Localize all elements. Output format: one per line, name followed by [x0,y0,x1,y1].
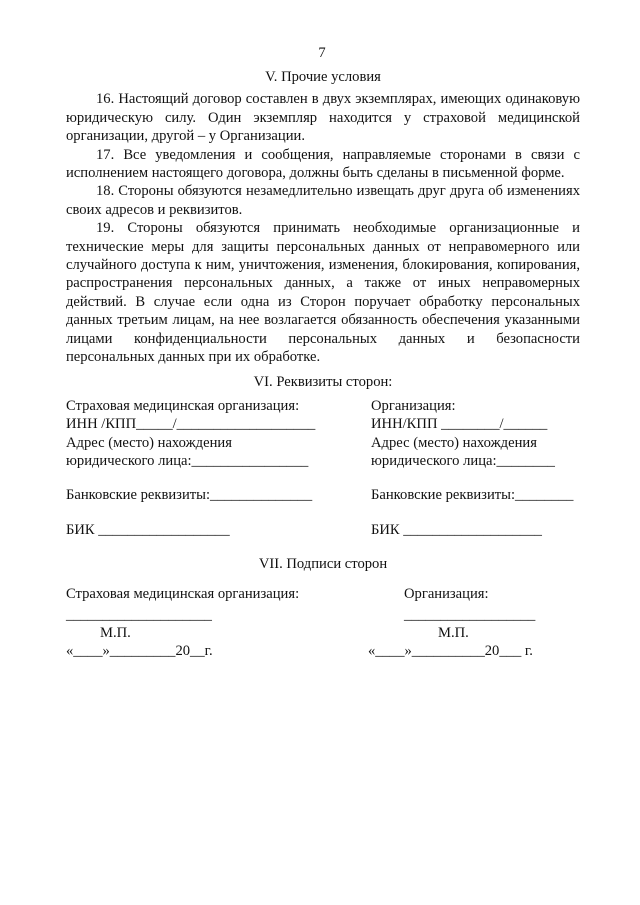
page-number: 7 [318,45,326,61]
organization-inn-field: ИНН/КПП ________/______ [371,416,548,433]
organization-legal-address-field: юридического лица:________ [371,453,555,470]
clause-19: 19. Стороны обязуются принимать необходимые организационные и технические меры для защиты персональных данных от неправомерного или случайного доступа к ним, уничтожения, изменения, блокирования, копирования, распространения персональных данных, а также от иных неправомерных действий. В случае если одна из Сторон поручает обработку персональных данных третьим лицам, на нее возлагается обязанность обеспечения указанными лицами конфиденциальности персональных данных и безопасности персональных данных при их обработке. [66,220,580,366]
signatures-block [66,585,580,665]
signature-insurer-stamp: М.П. [100,625,131,642]
insurer-bank-field: Банковские реквизиты:______________ [66,487,313,504]
clause-18: 18. Стороны обязуются незамедлительно извещать друг друга об изменениях своих адресов и реквизитов. [66,183,580,218]
signature-insurer-line: ____________________ [66,606,212,623]
signature-organization-date: «____»__________20___ г. [368,643,533,660]
insurer-org-label: Страховая медицинская организация: [66,397,300,414]
insurer-inn-field: ИНН /КПП_____/___________________ [66,416,316,433]
organization-org-label: Организация: [371,397,456,414]
insurer-address-label: Адрес (место) нахождения [66,434,232,451]
document-page [66,44,580,665]
signature-insurer-label: Страховая медицинская организация: [66,586,300,603]
signature-organization-label: Организация: [404,586,489,603]
clause-17: 17. Все уведомления и сообщения, направляемые сторонами в связи с исполнением настоящего договора, должны быть сделаны в письменной форме. [66,146,580,182]
requisites-organization [371,397,586,539]
insurer-legal-address-field: юридического лица:________________ [66,453,309,470]
section-6-title: VI. Реквизиты сторон: [253,373,393,390]
signature-organization-line: __________________ [404,606,536,623]
organization-bank-field: Банковские реквизиты:________ [371,487,574,504]
signature-organization [368,585,604,661]
section-7-title: VII. Подписи сторон [258,555,388,572]
organization-address-label: Адрес (место) нахождения [371,434,537,451]
organization-bik-field: БИК ___________________ [371,521,542,538]
signature-insurer [66,585,336,661]
signature-insurer-date: «____»_________20__г. [66,643,213,660]
section-5-title: V. Прочие условия [265,69,381,85]
requisites-insurer [66,397,336,539]
clause-16: 16. Настоящий договор составлен в двух экземплярах, имеющих одинаковую юридическую силу. Один экземпляр находится у страховой медицинской организации, другой – у Организации. [66,91,580,145]
signature-organization-stamp: М.П. [438,625,469,642]
insurer-bik-field: БИК __________________ [66,521,230,538]
requisites-block [66,397,580,557]
